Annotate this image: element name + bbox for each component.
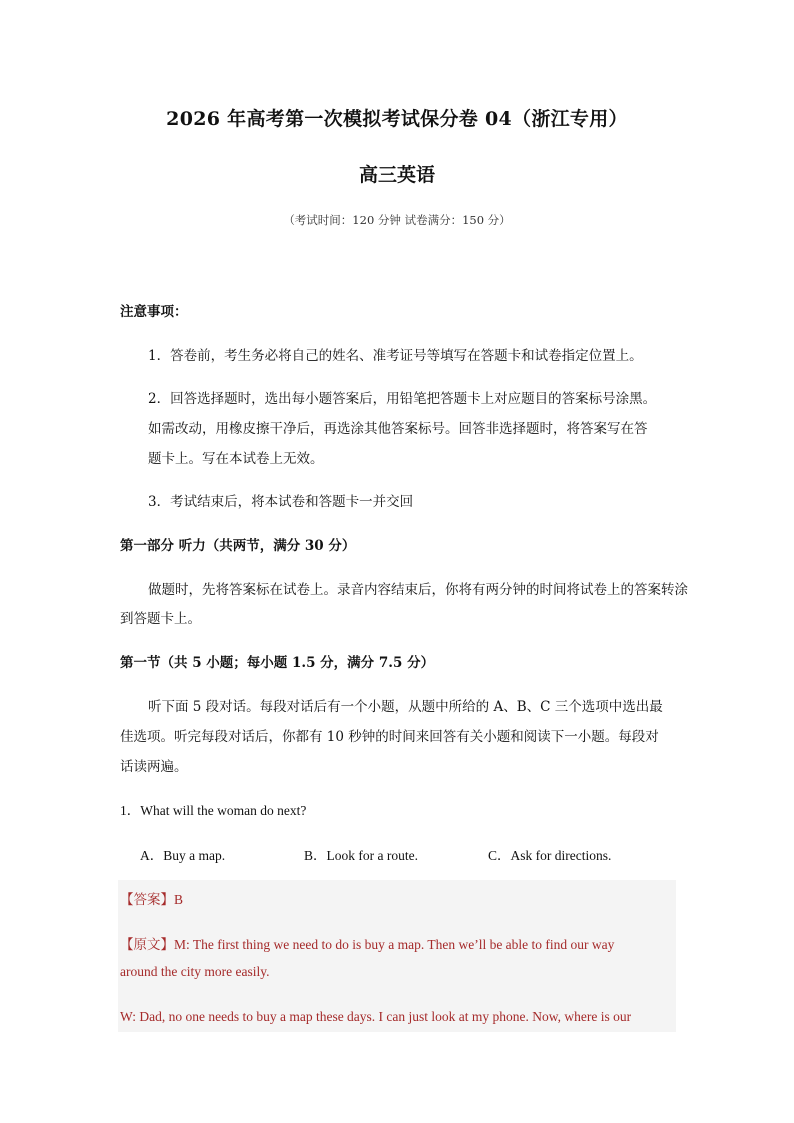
section1-instruction-line1: 听下面 5 段对话。每段对话后有一个小题，从题中所给的 A、B、C 三个选项中选出最	[148, 699, 663, 715]
notice-heading: 注意事项：	[120, 304, 188, 320]
transcript-line-1	[120, 933, 614, 953]
part1-instruction-line1: 做题时，先将答案标在试卷上。录音内容结束后，你将有两分钟的时间将试卷上的答案转涂	[148, 582, 688, 598]
question-1-option-a: A．Buy a map.	[140, 848, 226, 863]
transcript-text-1: M: The first thing we need to do is buy a map. Then we’ll be able to find our way	[174, 937, 615, 952]
part1-heading: 第一部分 听力（共两节，满分 30 分）	[120, 538, 356, 554]
notice-item-1: 1．答卷前，考生务必将自己的姓名、准考证号等填写在答题卡和试卷指定位置上。	[148, 348, 643, 364]
section1-instruction-line3: 话读两遍。	[120, 759, 188, 775]
answer-value: B	[174, 892, 184, 907]
transcript-line-3: W: Dad, no one needs to buy a map these days. I can just look at my phone. Now, where is our	[120, 1009, 632, 1024]
question-1-option-c: C．Ask for directions.	[488, 848, 612, 863]
notice-item-2-cont2: 题卡上。写在本试卷上无效。	[148, 451, 324, 467]
notice-item-2: 2．回答选择题时，选出每小题答案后，用铅笔把答题卡上对应题目的答案标号涂黑。	[148, 391, 657, 407]
section1-instruction-line2: 佳选项。听完每段对话后，你都有 10 秒钟的时间来回答有关小题和阅读下一小题。每段对	[120, 729, 659, 745]
transcript-line-2: around the city more easily.	[120, 964, 270, 979]
notice-item-2-cont: 如需改动，用橡皮擦干净后，再选涂其他答案标号。回答非选择题时，将答案写在答	[148, 421, 648, 437]
answer-tag: 【答案】	[120, 892, 174, 908]
transcript-tag: 【原文】	[120, 937, 174, 953]
exam-title: 2026 年高考第一次模拟考试保分卷 04（浙江专用）	[166, 108, 628, 130]
exam-subject: 高三英语	[358, 164, 435, 186]
question-1-stem: 1．What will the woman do next?	[120, 803, 307, 818]
answer-line	[120, 888, 183, 908]
exam-time-note: （考试时间：120 分钟 试卷满分：150 分）	[283, 213, 511, 227]
part1-instruction-line2: 到答题卡上。	[120, 611, 201, 627]
section1-heading: 第一节（共 5 小题；每小题 1.5 分，满分 7.5 分）	[120, 655, 435, 671]
question-1-option-b: B．Look for a route.	[304, 848, 418, 863]
notice-item-3: 3．考试结束后，将本试卷和答题卡一并交回	[148, 494, 414, 510]
